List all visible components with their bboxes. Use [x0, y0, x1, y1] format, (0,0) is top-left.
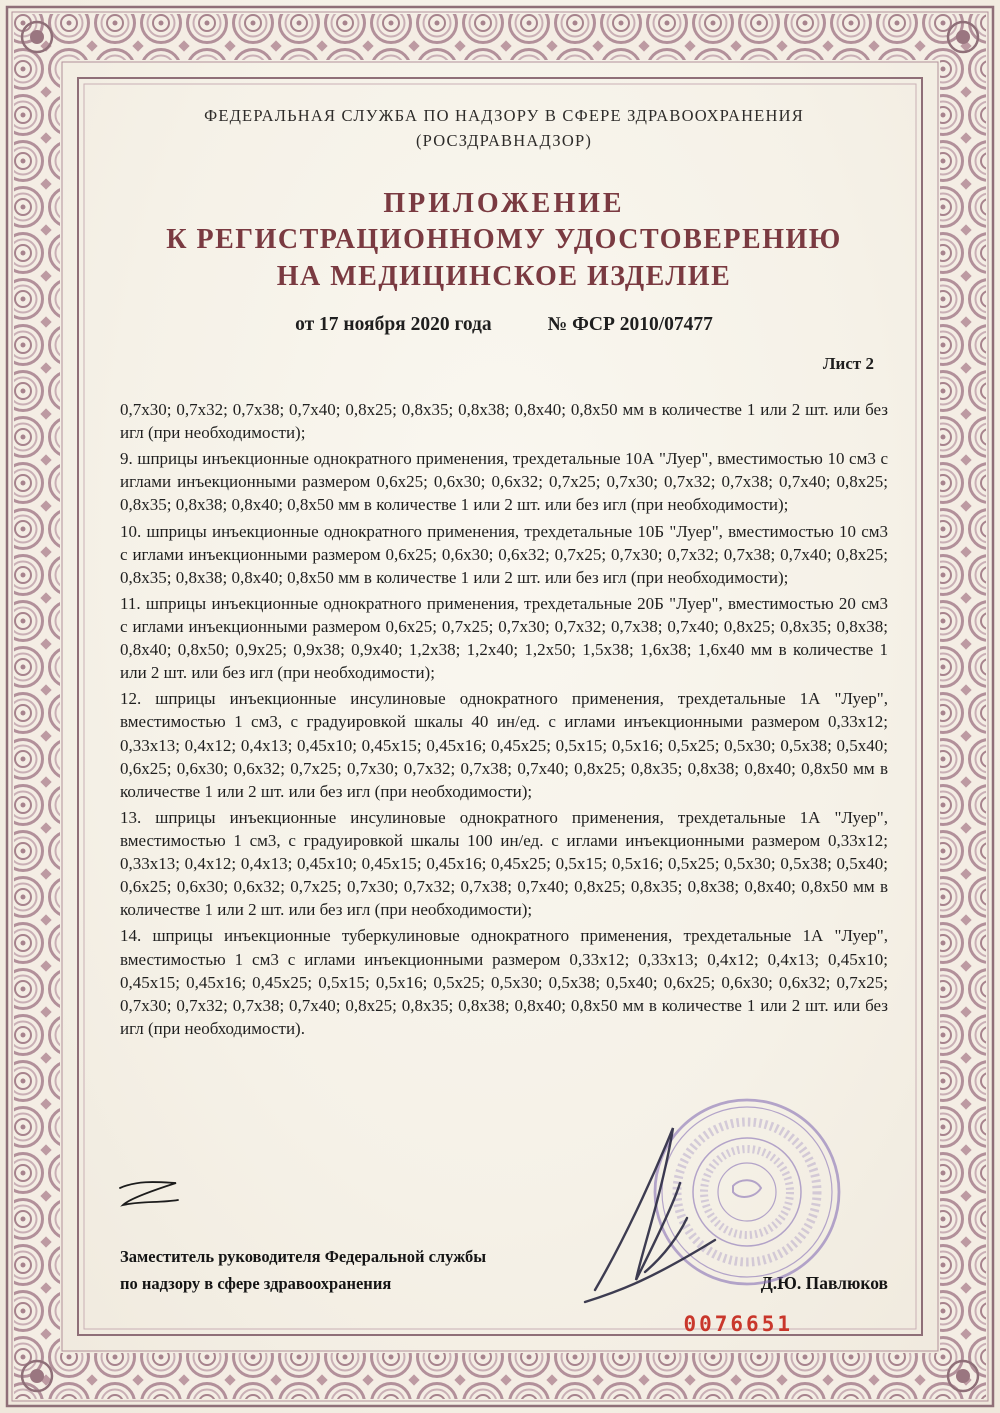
- issuing-authority: [120, 104, 888, 154]
- registration-number: № ФСР 2010/07477: [547, 314, 713, 335]
- paragraph-item-10: 10. шприцы инъекционные однократного применения, трехдетальные 10Б "Луер", вместимостью 10 см3 с иглами инъекционными размером 0,6х25; 0,6х30; 0,6х32; 0,7х25; 0,7х30; 0,7х32; 0,7х38; 0,7х40; 0,8х25; 0,8х35; 0,8х38; 0,8х40; 0,8х50 мм в количестве 1 или 2 шт. или без игл (при необходимости);: [120, 521, 888, 587]
- paragraph-item-11: 11. шприцы инъекционные однократного применения, трехдетальные 20Б "Луер", вместимостью 20 см3 с иглами инъекционными размером 0,6х25; 0,7х25; 0,7х30; 0,7х32; 0,7х38; 0,7х40; 0,8х25; 0,8х35; 0,8х38; 0,8х40; 0,8х50; 0,9х25; 0,9х38; 0,9х40; 1,2х38; 1,2х40; 1,2х50; 1,5х38; 1,6х38; 1,6х40 мм в количестве 1 или 2 шт. или без игл (при необходимости);: [120, 593, 888, 683]
- title-line-2: К РЕГИСТРАЦИОННОМУ УДОСТОВЕРЕНИЮ: [166, 224, 842, 256]
- position-line-2: по надзору в сфере здравоохранения: [120, 1274, 392, 1294]
- paragraph-item-13: 13. шприцы инъекционные инсулиновые однократного применения, трехдетальные 1А "Луер", вместимостью 1 см3, с градуировкой шкалы 100 ин/ед. с иглами инъекционными размером 0,33х12; 0,33х13; 0,4х12; 0,4х13; 0,45х10; 0,45х15; 0,45х16; 0,45х25; 0,5х15; 0,5х16; 0,5х25; 0,5х30; 0,5х38; 0,5х40; 0,6х25; 0,6х30; 0,6х32; 0,7х25; 0,7х30; 0,7х32; 0,7х38; 0,7х40; 0,8х25; 0,8х35; 0,8х38; 0,8х40; 0,8х50 мм в количестве 1 или 2 шт. или без игл (при необходимости);: [120, 807, 888, 920]
- document-title: [120, 186, 888, 295]
- meta-row: [120, 314, 888, 336]
- document-body: [120, 398, 888, 1043]
- authority-name: ФЕДЕРАЛЬНАЯ СЛУЖБА ПО НАДЗОРУ В СФЕРЕ ЗДРАВООХРАНЕНИЯ: [204, 106, 804, 125]
- paragraph-continuation: 0,7х30; 0,7х32; 0,7х38; 0,7х40; 0,8х25; 0,8х35; 0,8х38; 0,8х40; 0,8х50 мм в количестве 1 или 2 шт. или без игл (при необходимости);: [120, 400, 888, 443]
- paragraph-item-9: 9. шприцы инъекционные однократного применения, трехдетальные 10А "Луер", вместимостью 10 см3 с иглами инъекционными размером 0,6х25; 0,6х30; 0,6х32; 0,7х25; 0,7х30; 0,7х32; 0,7х38; 0,7х40; 0,8х25; 0,8х35; 0,8х38; 0,8х40; 0,8х50 мм в количестве 1 или 2 шт. или без игл (при необходимости);: [120, 449, 888, 515]
- issue-date: от 17 ноября 2020 года: [295, 314, 492, 335]
- paragraph-item-14: 14. шприцы инъекционные туберкулиновые однократного применения, трехдетальные 1А "Луер", вместимостью 1 см3 с иглами инъекционными размером 0,33х12; 0,33х13; 0,4х12; 0,4х13; 0,45х10; 0,45х15; 0,45х16; 0,45х25; 0,5х15; 0,5х16; 0,5х25; 0,5х30; 0,5х38; 0,5х40; 0,6х25; 0,6х30; 0,6х32; 0,7х25; 0,7х30; 0,7х32; 0,7х38; 0,7х40; 0,8х25; 0,8х35; 0,8х38; 0,8х40; 0,8х50 мм в количестве 1 или 2 шт. или без игл (при необходимости).: [120, 926, 888, 1038]
- title-line-1: ПРИЛОЖЕНИЕ: [383, 188, 625, 219]
- signatory-position: [120, 1243, 486, 1297]
- serial-number: 0076651: [683, 1312, 793, 1336]
- signatory-name: Д.Ю. Павлюков: [760, 1273, 888, 1294]
- authority-short-name: (РОСЗДРАВНАДЗОР): [415, 130, 593, 150]
- sheet-number: Лист 2: [822, 354, 874, 373]
- signature-block: [120, 1243, 888, 1297]
- position-line-1: Заместитель руководителя Федеральной службы: [120, 1247, 487, 1266]
- title-line-3: НА МЕДИЦИНСКОЕ ИЗДЕЛИЕ: [276, 260, 732, 292]
- paragraph-item-12: 12. шприцы инъекционные инсулиновые однократного применения, трехдетальные 1А "Луер", вместимостью 1 см3, с градуировкой шкалы 40 ин/ед. с иглами инъекционными размером 0,33х12; 0,33х13; 0,4х12; 0,4х13; 0,45х10; 0,45х15; 0,45х16; 0,45х25; 0,5х15; 0,5х16; 0,5х25; 0,5х30; 0,5х38; 0,5х40; 0,6х25; 0,6х30; 0,6х32; 0,7х25; 0,7х30; 0,7х32; 0,7х38; 0,7х40; 0,8х25; 0,8х35; 0,8х38; 0,8х40; 0,8х50 мм в количестве 1 или 2 шт. или без игл (при необходимости);: [120, 689, 888, 801]
